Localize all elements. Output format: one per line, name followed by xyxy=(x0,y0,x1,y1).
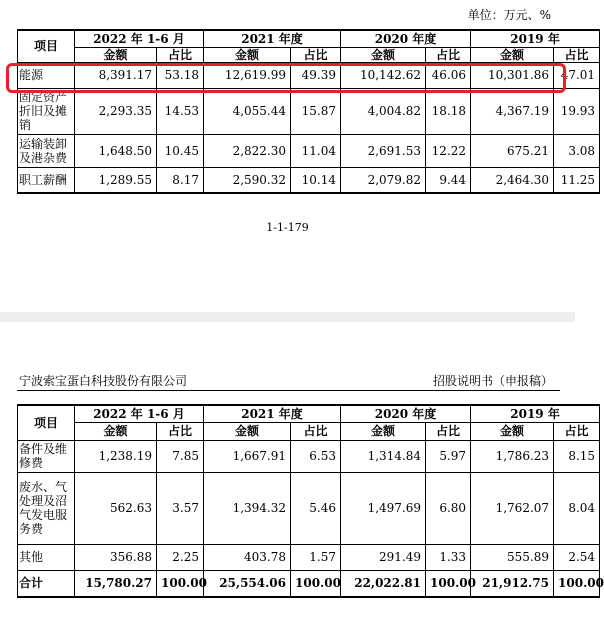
page-gap xyxy=(0,312,575,322)
header-row-periods xyxy=(18,405,600,422)
amount-header: 金额 xyxy=(75,422,157,440)
cell-value: 1,314.84 xyxy=(341,440,426,472)
amount-header: 金额 xyxy=(471,422,554,440)
row-label: 固定资产折旧及摊销 xyxy=(18,88,75,134)
cell-value: 291.49 xyxy=(341,544,426,570)
cell-value: 6.80 xyxy=(426,472,471,544)
cell-value: 5.46 xyxy=(291,472,341,544)
item-header: 项目 xyxy=(18,405,75,440)
cell-value: 2,293.35 xyxy=(75,88,157,134)
ratio-header: 占比 xyxy=(554,422,600,440)
cell-value: 2,822.30 xyxy=(204,134,291,167)
cell-value: 8.17 xyxy=(157,167,204,193)
cell-value: 2.54 xyxy=(554,544,600,570)
cell-value: 8.15 xyxy=(554,440,600,472)
cell-value: 4,004.82 xyxy=(341,88,426,134)
table-row xyxy=(18,88,600,134)
row-label: 其他 xyxy=(18,544,75,570)
cell-value: 9.44 xyxy=(426,167,471,193)
period-header: 2020 年度 xyxy=(341,405,471,422)
cell-value: 2,079.82 xyxy=(341,167,426,193)
period-header: 2022 年 1-6 月 xyxy=(75,405,204,422)
cell-value: 1.33 xyxy=(426,544,471,570)
cell-value: 1,497.69 xyxy=(341,472,426,544)
period-header: 2021 年度 xyxy=(204,30,341,47)
cell-value: 1,289.55 xyxy=(75,167,157,193)
cell-value: 49.39 xyxy=(291,62,341,88)
document-page-1 xyxy=(0,0,596,312)
cell-value: 11.04 xyxy=(291,134,341,167)
period-header: 2022 年 1-6 月 xyxy=(75,30,204,47)
amount-header: 金额 xyxy=(341,47,426,62)
amount-header: 金额 xyxy=(204,422,291,440)
cell-value: 555.89 xyxy=(471,544,554,570)
cell-value: 1,394.32 xyxy=(204,472,291,544)
cell-value: 4,367.19 xyxy=(471,88,554,134)
total-label: 合计 xyxy=(18,570,75,597)
cell-value: 100.00 xyxy=(554,570,600,597)
row-label: 运输装卸及港杂费 xyxy=(18,134,75,167)
header-row-metrics xyxy=(18,47,600,62)
cell-value: 12.22 xyxy=(426,134,471,167)
page-number: 1-1-179 xyxy=(266,221,309,234)
cell-value: 8,391.17 xyxy=(75,62,157,88)
row-label: 备件及维修费 xyxy=(18,440,75,472)
cell-value: 562.63 xyxy=(75,472,157,544)
amount-header: 金额 xyxy=(471,47,554,62)
cell-value: 1,648.50 xyxy=(75,134,157,167)
cell-value: 4,055.44 xyxy=(204,88,291,134)
period-header: 2019 年 xyxy=(471,405,600,422)
table-row xyxy=(18,134,600,167)
table-row xyxy=(18,544,600,570)
highlight-box xyxy=(6,63,566,93)
ratio-header: 占比 xyxy=(426,47,471,62)
cell-value: 2,590.32 xyxy=(204,167,291,193)
cell-value: 3.08 xyxy=(554,134,600,167)
row-label: 能源 xyxy=(18,62,75,88)
amount-header: 金额 xyxy=(75,47,157,62)
cell-value: 1,762.07 xyxy=(471,472,554,544)
cost-table-part-1 xyxy=(17,29,600,194)
ratio-header: 占比 xyxy=(554,47,600,62)
document-type: 招股说明书（申报稿） xyxy=(432,374,553,388)
total-row xyxy=(18,570,600,597)
cell-value: 356.88 xyxy=(75,544,157,570)
cell-value: 12,619.99 xyxy=(204,62,291,88)
cell-value: 403.78 xyxy=(204,544,291,570)
cell-value: 7.85 xyxy=(157,440,204,472)
cost-table-part-2 xyxy=(17,404,604,598)
ratio-header: 占比 xyxy=(291,47,341,62)
ratio-header: 占比 xyxy=(157,47,204,62)
cell-value: 6.53 xyxy=(291,440,341,472)
cell-value: 2.25 xyxy=(157,544,204,570)
cell-value: 5.97 xyxy=(426,440,471,472)
cell-value: 21,912.75 xyxy=(471,570,554,597)
cell-value: 11.25 xyxy=(554,167,600,193)
cell-value: 10.45 xyxy=(157,134,204,167)
cell-value: 100.00 xyxy=(426,570,471,597)
period-header: 2019 年 xyxy=(471,30,600,47)
header-row-periods xyxy=(18,30,600,47)
cell-value: 15,780.27 xyxy=(75,570,157,597)
cell-value: 1,238.19 xyxy=(75,440,157,472)
item-header: 项目 xyxy=(18,30,75,62)
cell-value: 3.57 xyxy=(157,472,204,544)
cell-value: 15.87 xyxy=(291,88,341,134)
cell-value: 10,142.62 xyxy=(341,62,426,88)
unit-label: 单位：万元、% xyxy=(467,8,551,22)
table-row xyxy=(18,472,600,544)
cell-value: 1,786.23 xyxy=(471,440,554,472)
period-header: 2021 年度 xyxy=(204,405,341,422)
ratio-header: 占比 xyxy=(157,422,204,440)
ratio-header: 占比 xyxy=(291,422,341,440)
cell-value: 53.18 xyxy=(157,62,204,88)
table-row xyxy=(18,167,600,193)
document-page-2 xyxy=(0,322,604,619)
cell-value: 46.06 xyxy=(426,62,471,88)
row-label: 废水、气处理及沼气发电服务费 xyxy=(18,472,75,544)
cell-value: 10.14 xyxy=(291,167,341,193)
cell-value: 100.00 xyxy=(157,570,204,597)
cell-value: 8.04 xyxy=(554,472,600,544)
header-rule xyxy=(17,390,560,391)
cell-value: 675.21 xyxy=(471,134,554,167)
cell-value: 18.18 xyxy=(426,88,471,134)
amount-header: 金额 xyxy=(204,47,291,62)
cell-value: 2,464.30 xyxy=(471,167,554,193)
cell-value: 14.53 xyxy=(157,88,204,134)
table-row xyxy=(18,440,600,472)
cell-value: 47.01 xyxy=(554,62,600,88)
cell-value: 10,301.86 xyxy=(471,62,554,88)
cell-value: 25,554.06 xyxy=(204,570,291,597)
cell-value: 22,022.81 xyxy=(341,570,426,597)
period-header: 2020 年度 xyxy=(341,30,471,47)
cell-value: 19.93 xyxy=(554,88,600,134)
header-row-metrics xyxy=(18,422,600,440)
amount-header: 金额 xyxy=(341,422,426,440)
company-name: 宁波索宝蛋白科技股份有限公司 xyxy=(19,374,188,388)
ratio-header: 占比 xyxy=(426,422,471,440)
cell-value: 1,667.91 xyxy=(204,440,291,472)
row-label: 职工薪酬 xyxy=(18,167,75,193)
cell-value: 100.00 xyxy=(291,570,341,597)
cell-value: 2,691.53 xyxy=(341,134,426,167)
cell-value: 1.57 xyxy=(291,544,341,570)
